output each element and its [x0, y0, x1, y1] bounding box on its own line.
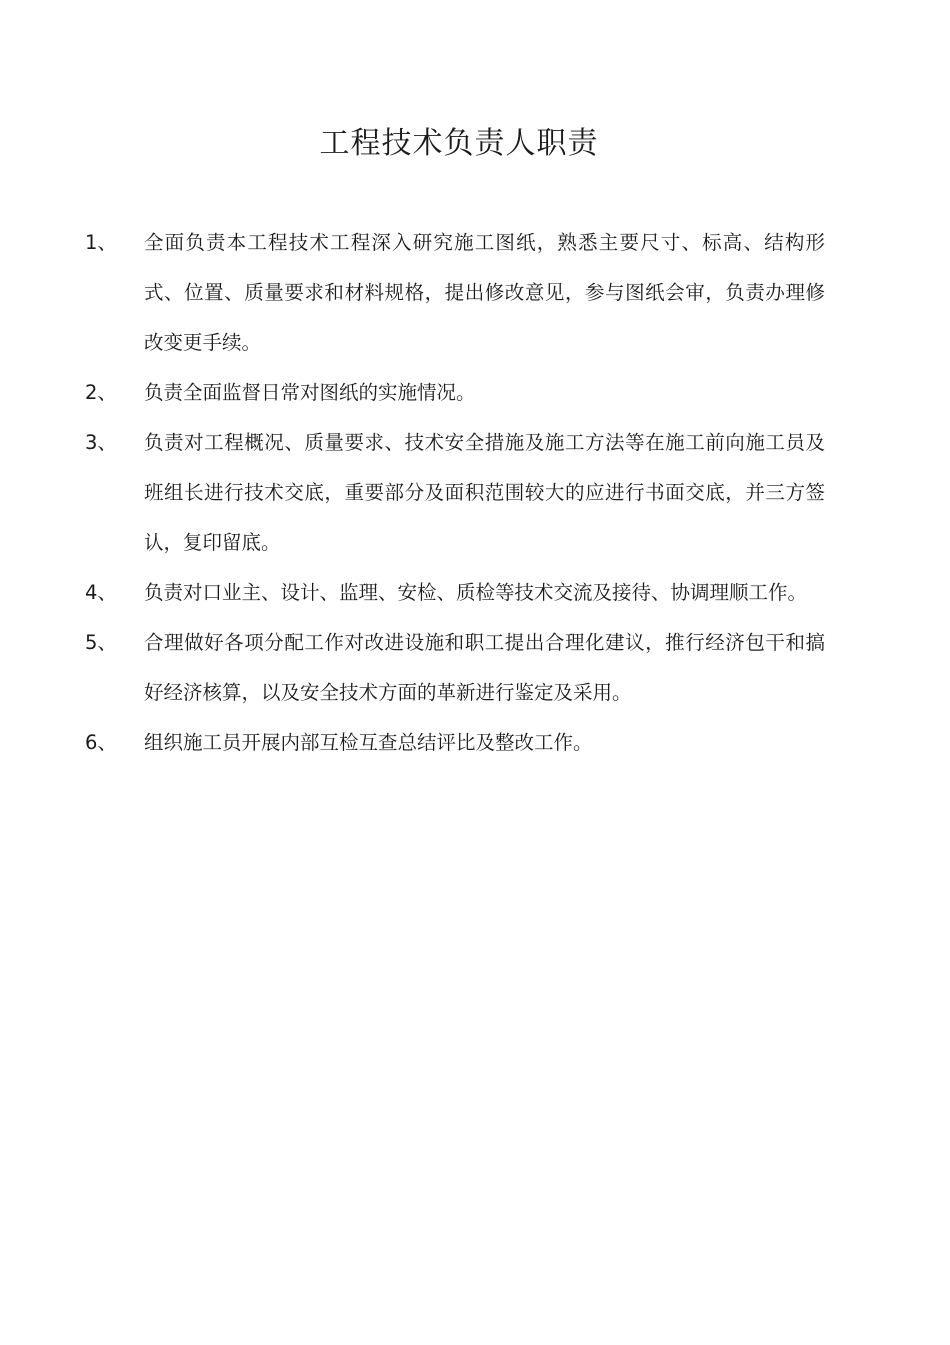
page-title: 工程技术负责人职责 — [319, 126, 599, 161]
item-text: 负责对口业主、设计、监理、安检、质检等技术交流及接待、协调理顺工作。 — [144, 581, 808, 604]
item-number: 6、 — [85, 731, 117, 754]
item-number: 5、 — [85, 631, 117, 654]
item-text: 负责对工程概况、质量要求、技术安全措施及施工方法等在施工前向施工员及班组长进行技术交底，重要部分及面积范围较大的应进行书面交底，并三方签认，复印留底。 — [144, 431, 825, 554]
item-text: 合理做好各项分配工作对改进设施和职工提出合理化建议，推行经济包干和搞好经济核算，以及安全技术方面的革新进行鉴定及采用。 — [144, 631, 825, 704]
list-item — [85, 418, 825, 568]
list-item — [85, 368, 825, 418]
item-number: 1、 — [85, 231, 117, 254]
list-item — [85, 218, 825, 368]
item-text: 负责全面监督日常对图纸的实施情况。 — [144, 381, 476, 404]
item-number: 3、 — [85, 431, 117, 454]
item-text: 组织施工员开展内部互检互查总结评比及整改工作。 — [144, 731, 593, 754]
item-number: 2、 — [85, 381, 117, 404]
list-item — [85, 718, 825, 768]
responsibility-list — [85, 218, 825, 768]
list-item — [85, 568, 825, 618]
item-number: 4、 — [85, 581, 117, 604]
item-text: 全面负责本工程技术工程深入研究施工图纸，熟悉主要尺寸、标高、结构形式、位置、质量要求和材料规格，提出修改意见，参与图纸会审，负责办理修改变更手续。 — [144, 231, 825, 354]
list-item — [85, 618, 825, 718]
